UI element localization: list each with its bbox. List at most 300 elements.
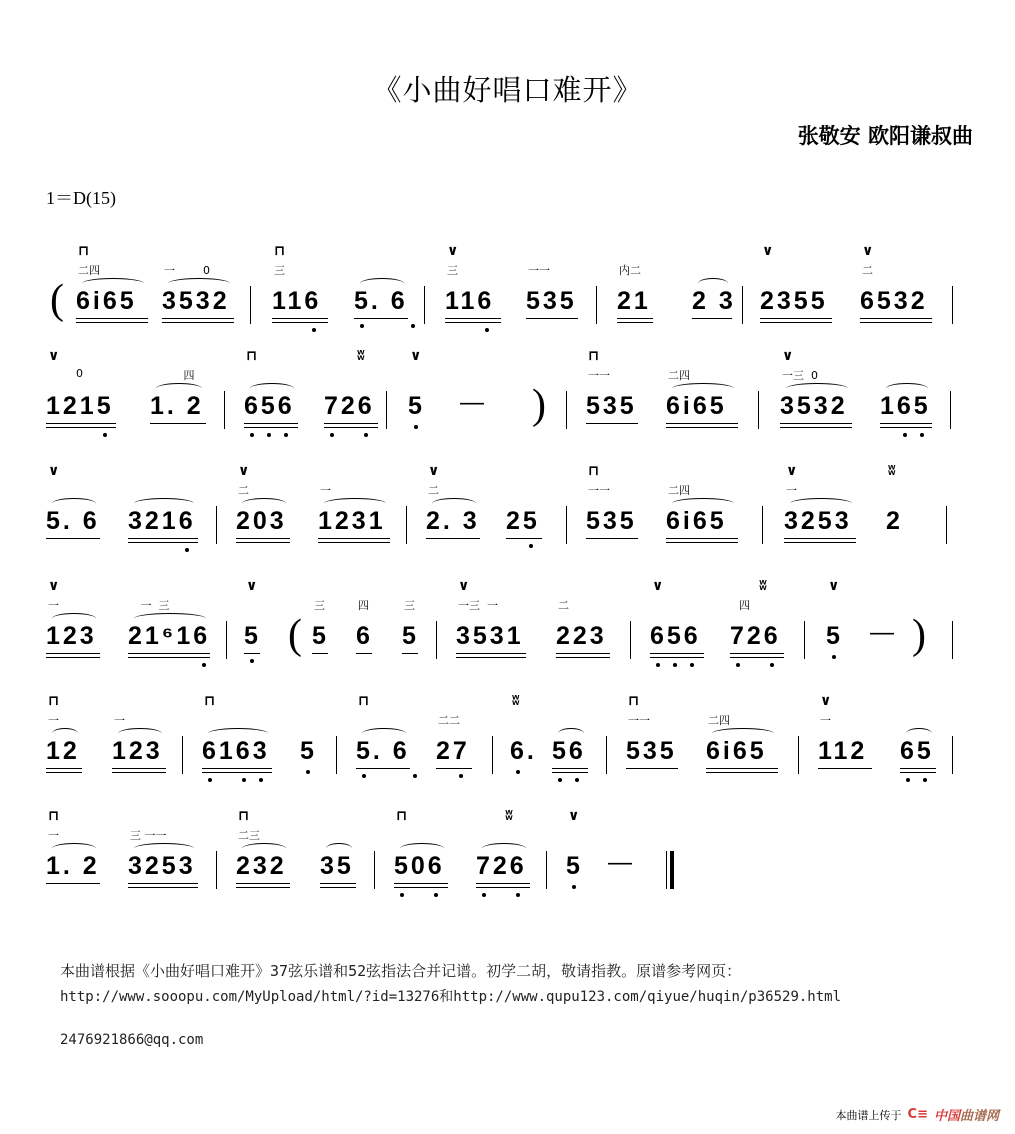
site-logo-icon: C≡ — [907, 1107, 928, 1122]
fingering-mark: 一 三 — [130, 599, 170, 612]
fingering-mark: 一 — [48, 714, 59, 727]
low-octave-dot — [920, 433, 924, 437]
up-bow-icon: ∨ — [48, 347, 60, 363]
upload-label: 本曲谱上传于 — [835, 1108, 902, 1122]
repeat-close-paren: ) — [532, 382, 546, 428]
footer-note-line1: 本曲谱根据《小曲好唱口难开》37弦乐谱和52弦指法合并记谱。初学二胡，敬请指教。原谱参考网页： — [60, 962, 742, 980]
note-group: 2 3 — [692, 287, 736, 315]
low-octave-dot — [185, 548, 189, 552]
barline — [336, 736, 337, 774]
low-octave-dot — [259, 778, 263, 782]
note-group: 116 — [272, 287, 322, 315]
rhythm-underline — [150, 423, 206, 424]
low-octave-dot — [673, 663, 677, 667]
rhythm-underline — [394, 883, 448, 884]
low-octave-dot — [103, 433, 107, 437]
up-bow-icon: ∨ — [48, 462, 60, 478]
low-octave-dot — [250, 433, 254, 437]
final-barline — [666, 851, 675, 889]
fingering-mark: 三 — [447, 264, 458, 277]
up-bow-icon: ∨ — [428, 462, 440, 478]
rhythm-underline — [617, 322, 653, 323]
low-octave-dot — [572, 885, 576, 889]
trill-icon: ʬ — [512, 692, 520, 708]
note-group: 223 — [556, 622, 607, 650]
up-bow-icon: ∨ — [568, 807, 580, 823]
rhythm-underline — [312, 653, 328, 654]
fingering-mark: 一 — [320, 484, 331, 497]
note-group: 35 — [320, 852, 354, 880]
low-octave-dot — [414, 425, 418, 429]
note-group: 112 — [818, 737, 868, 765]
note-group: 25 — [506, 507, 540, 535]
barline — [952, 621, 953, 659]
fingering-mark: 二 — [558, 599, 569, 612]
rhythm-underline — [666, 542, 738, 543]
note-group: 123 — [112, 737, 163, 765]
note-group: 5. 6 — [46, 507, 100, 535]
fingering-mark: 一 — [820, 714, 831, 727]
up-bow-icon: ∨ — [458, 577, 470, 593]
note-group: 5. 6 — [356, 737, 410, 765]
fingering-mark: 二四 — [668, 369, 690, 382]
repeat-open-paren: ( — [288, 612, 302, 658]
rhythm-underline — [354, 318, 408, 319]
barline — [546, 851, 547, 889]
rhythm-underline — [128, 887, 198, 888]
low-octave-dot — [485, 328, 489, 332]
fingering-mark: 一 — [48, 599, 59, 612]
note-group: 27 — [436, 737, 470, 765]
note-group: 1. 2 — [150, 392, 204, 420]
note-group: 506 — [394, 852, 445, 880]
fingering-mark: 二三 — [238, 829, 260, 842]
low-octave-dot — [434, 893, 438, 897]
low-octave-dot — [250, 659, 254, 663]
fingering-mark: 一 0 — [164, 264, 210, 277]
low-octave-dot — [362, 774, 366, 778]
down-bow-icon: ⊓ — [628, 692, 640, 708]
rhythm-underline — [552, 772, 588, 773]
rhythm-underline — [244, 423, 298, 424]
score-line — [40, 345, 970, 445]
rhythm-underline — [46, 427, 116, 428]
barline — [250, 286, 251, 324]
rhythm-underline — [128, 542, 198, 543]
barline — [606, 736, 607, 774]
rhythm-underline — [244, 427, 298, 428]
score-line — [40, 460, 970, 560]
note-group: 726 — [476, 852, 527, 880]
rhythm-underline — [760, 322, 832, 323]
barline — [424, 286, 425, 324]
low-octave-dot — [330, 433, 334, 437]
barline — [950, 391, 951, 429]
up-bow-icon: ∨ — [820, 692, 832, 708]
rhythm-underline — [318, 542, 390, 543]
barline — [952, 736, 953, 774]
rhythm-underline — [244, 653, 260, 654]
note-group: 5. 6 — [354, 287, 408, 315]
rhythm-underline — [128, 657, 210, 658]
low-octave-dot — [459, 774, 463, 778]
low-octave-dot — [770, 663, 774, 667]
fingering-mark: 三 — [404, 599, 415, 612]
low-octave-dot — [360, 324, 364, 328]
fingering-mark: 一 — [786, 484, 797, 497]
rhythm-underline — [860, 318, 932, 319]
up-bow-icon: ∨ — [828, 577, 840, 593]
note-group: 726 — [324, 392, 375, 420]
rhythm-underline — [46, 883, 100, 884]
rhythm-underline — [112, 768, 166, 769]
rhythm-underline — [162, 322, 234, 323]
barline — [566, 506, 567, 544]
score-line — [40, 240, 970, 340]
up-bow-icon: ∨ — [246, 577, 258, 593]
note-group: 12 — [46, 737, 80, 765]
barline — [406, 506, 407, 544]
down-bow-icon: ⊓ — [274, 242, 286, 258]
barline — [386, 391, 387, 429]
down-bow-icon: ⊓ — [48, 807, 60, 823]
rhythm-underline — [76, 322, 148, 323]
rhythm-underline — [552, 768, 588, 769]
rhythm-underline — [650, 653, 704, 654]
low-octave-dot — [656, 663, 660, 667]
fingering-mark: 内二 — [619, 264, 641, 277]
rhythm-underline — [780, 423, 852, 424]
rhythm-underline — [784, 542, 856, 543]
fingering-mark: 一 — [114, 714, 125, 727]
rhythm-underline — [46, 657, 100, 658]
fingering-mark: 二二 — [438, 714, 460, 727]
up-bow-icon: ∨ — [762, 242, 774, 258]
rhythm-underline — [394, 887, 448, 888]
note-group: 65 — [900, 737, 934, 765]
rhythm-underline — [202, 768, 272, 769]
score-line — [40, 690, 970, 790]
rhythm-underline — [445, 322, 501, 323]
fingering-mark: 一三 0 — [782, 369, 818, 382]
footer-email[interactable]: 2476921866@qq.com — [60, 1032, 204, 1048]
rhythm-underline — [318, 538, 390, 539]
note-group: 6i65 — [76, 287, 137, 315]
rhythm-underline — [128, 653, 210, 654]
sustain-dash: — — [460, 389, 484, 416]
upload-credit[interactable] — [836, 1105, 999, 1124]
note-group: 3253 — [128, 852, 196, 880]
rhythm-underline — [46, 772, 82, 773]
rhythm-underline — [272, 322, 328, 323]
barline — [596, 286, 597, 324]
note-group: 2355 — [760, 287, 828, 315]
up-bow-icon: ∨ — [786, 462, 798, 478]
site-name-part1: 中国 — [933, 1109, 960, 1124]
barline — [436, 621, 437, 659]
up-bow-icon: ∨ — [782, 347, 794, 363]
note-group: 123 — [46, 622, 97, 650]
fingering-mark: 一 — [48, 829, 59, 842]
fingering-mark: 二 — [428, 484, 439, 497]
rhythm-underline — [46, 538, 100, 539]
up-bow-icon: ∨ — [238, 462, 250, 478]
low-octave-dot — [906, 778, 910, 782]
rhythm-underline — [236, 887, 290, 888]
note-group: 6 — [356, 622, 373, 650]
page-title: 《小曲好唱口难开》 — [372, 73, 643, 107]
note-group: 2. 3 — [426, 507, 480, 535]
rhythm-underline — [760, 318, 832, 319]
down-bow-icon: ⊓ — [396, 807, 408, 823]
low-octave-dot — [690, 663, 694, 667]
fingering-mark: 一三 一 — [458, 599, 498, 612]
rhythm-underline — [236, 883, 290, 884]
barline — [224, 391, 225, 429]
note-group: 5 — [408, 392, 425, 420]
rhythm-underline — [617, 318, 653, 319]
fingering-mark: 二四 — [668, 484, 690, 497]
rhythm-underline — [320, 887, 356, 888]
low-octave-dot — [832, 655, 836, 659]
note-group: 3216 — [128, 507, 196, 535]
rhythm-underline — [706, 772, 778, 773]
note-group: 1. 2 — [46, 852, 100, 880]
note-group: 1215 — [46, 392, 114, 420]
note-group: 3531 — [456, 622, 524, 650]
fingering-mark: 四 — [152, 369, 195, 382]
rhythm-underline — [506, 538, 542, 539]
rhythm-underline — [780, 427, 852, 428]
trill-icon: ʬ — [478, 807, 513, 823]
note-group: 5 — [566, 852, 583, 880]
down-bow-icon: ⊓ — [78, 242, 90, 258]
down-bow-icon: ⊓ — [358, 692, 370, 708]
down-bow-icon: ⊓ — [588, 347, 600, 363]
rhythm-underline — [356, 653, 372, 654]
note-group: 232 — [236, 852, 287, 880]
rhythm-underline — [128, 883, 198, 884]
low-octave-dot — [516, 770, 520, 774]
rhythm-underline — [666, 427, 738, 428]
down-bow-icon: ⊓ — [48, 692, 60, 708]
note-group: 535 — [586, 392, 637, 420]
down-bow-icon: ⊓ — [204, 692, 216, 708]
rhythm-underline — [650, 657, 704, 658]
composer-credit: 张敬安 欧阳谦叔曲 — [797, 124, 973, 148]
fingering-mark: 三 一一 — [130, 829, 167, 842]
rhythm-underline — [456, 653, 526, 654]
rhythm-underline — [324, 427, 378, 428]
repeat-open-paren: ( — [50, 277, 64, 323]
low-octave-dot — [242, 778, 246, 782]
rhythm-underline — [860, 322, 932, 323]
fingering-mark: 0 — [48, 367, 83, 380]
low-octave-dot — [736, 663, 740, 667]
up-bow-icon: ∨ — [652, 577, 664, 593]
fingering-mark: 四 — [358, 599, 369, 612]
fingering-mark: 二 — [238, 484, 249, 497]
trill-icon: ʬ — [732, 577, 767, 593]
fingering-mark: 三 — [274, 264, 285, 277]
barline — [492, 736, 493, 774]
barline — [182, 736, 183, 774]
low-octave-dot — [267, 433, 271, 437]
rhythm-underline — [456, 657, 526, 658]
rhythm-underline — [236, 542, 290, 543]
note-group: 656 — [244, 392, 295, 420]
note-group: 5 — [402, 622, 419, 650]
barline — [630, 621, 631, 659]
fingering-mark: 二四 — [708, 714, 730, 727]
note-group: 656 — [650, 622, 701, 650]
barline — [374, 851, 375, 889]
low-octave-dot — [312, 328, 316, 332]
rhythm-underline — [880, 427, 932, 428]
rhythm-underline — [818, 768, 872, 769]
barline — [742, 286, 743, 324]
fingering-mark: 三 — [314, 599, 325, 612]
repeat-close-paren: ) — [912, 612, 926, 658]
low-octave-dot — [202, 663, 206, 667]
note-group: 6i65 — [706, 737, 767, 765]
note-group: 3253 — [784, 507, 852, 535]
rhythm-underline — [900, 772, 936, 773]
sustain-dash: — — [608, 849, 632, 876]
rhythm-underline — [46, 423, 116, 424]
score-line — [40, 805, 970, 905]
note-group: 1231 — [318, 507, 386, 535]
low-octave-dot — [575, 778, 579, 782]
up-bow-icon: ∨ — [410, 347, 422, 363]
rhythm-underline — [402, 653, 418, 654]
fingering-mark: 一一 — [528, 264, 550, 277]
rhythm-underline — [236, 538, 290, 539]
low-octave-dot — [903, 433, 907, 437]
low-octave-dot — [923, 778, 927, 782]
rhythm-underline — [666, 423, 738, 424]
note-group: 5 — [826, 622, 843, 650]
rhythm-underline — [476, 887, 530, 888]
note-group: 2 — [886, 507, 903, 535]
rhythm-underline — [162, 318, 234, 319]
rhythm-underline — [320, 883, 356, 884]
up-bow-icon: ∨ — [447, 242, 459, 258]
rhythm-underline — [626, 768, 678, 769]
low-octave-dot — [400, 893, 404, 897]
low-octave-dot — [516, 893, 520, 897]
footer-source-links[interactable]: http://www.sooopu.com/MyUpload/html/?id=13276和http://www.qupu123.com/qiyue/huqin/p36529.html — [60, 989, 842, 1005]
rhythm-underline — [880, 423, 932, 424]
score-line — [40, 575, 970, 675]
rhythm-underline — [556, 653, 610, 654]
barline — [566, 391, 567, 429]
note-group: 535 — [526, 287, 577, 315]
low-octave-dot — [411, 324, 415, 328]
rhythm-underline — [324, 423, 378, 424]
note-group: 21⁶16 — [128, 622, 211, 650]
fingering-mark: 一一 — [628, 714, 650, 727]
rhythm-underline — [272, 318, 328, 319]
note-group: 3532 — [780, 392, 848, 420]
note-group: 535 — [586, 507, 637, 535]
rhythm-underline — [556, 657, 610, 658]
note-group: 165 — [880, 392, 931, 420]
rhythm-underline — [76, 318, 148, 319]
low-octave-dot — [364, 433, 368, 437]
barline — [804, 621, 805, 659]
barline — [798, 736, 799, 774]
rhythm-underline — [445, 318, 501, 319]
note-group: 6i65 — [666, 392, 727, 420]
trill-icon: ʬ — [326, 347, 365, 363]
sustain-dash: — — [870, 619, 894, 646]
barline — [946, 506, 947, 544]
note-group: 5 — [300, 737, 317, 765]
down-bow-icon: ⊓ — [246, 347, 258, 363]
site-name-part2: 曲谱网 — [959, 1109, 999, 1124]
barline — [216, 506, 217, 544]
rhythm-underline — [356, 768, 410, 769]
low-octave-dot — [284, 433, 288, 437]
barline — [762, 506, 763, 544]
trill-icon: ʬ — [888, 462, 896, 478]
note-group: 5 — [244, 622, 261, 650]
note-group: 6163 — [202, 737, 270, 765]
barline — [952, 286, 953, 324]
note-group: 116 — [445, 287, 495, 315]
fingering-mark: 二 — [862, 264, 873, 277]
rhythm-underline — [436, 768, 472, 769]
fingering-mark: 一一 — [588, 484, 610, 497]
fingering-mark: 二四 — [78, 264, 100, 277]
low-octave-dot — [208, 778, 212, 782]
rhythm-underline — [202, 772, 272, 773]
note-group: 6532 — [860, 287, 928, 315]
rhythm-underline — [666, 538, 738, 539]
rhythm-underline — [46, 768, 82, 769]
rhythm-underline — [730, 657, 784, 658]
up-bow-icon: ∨ — [862, 242, 874, 258]
low-octave-dot — [482, 893, 486, 897]
note-group: 5 — [312, 622, 329, 650]
note-group: 56 — [552, 737, 586, 765]
down-bow-icon: ⊓ — [238, 807, 250, 823]
note-group: 535 — [626, 737, 677, 765]
rhythm-underline — [128, 538, 198, 539]
rhythm-underline — [426, 538, 480, 539]
down-bow-icon: ⊓ — [588, 462, 600, 478]
note-group: 3532 — [162, 287, 230, 315]
barline — [216, 851, 217, 889]
note-group: 203 — [236, 507, 287, 535]
low-octave-dot — [306, 770, 310, 774]
rhythm-underline — [112, 772, 166, 773]
rhythm-underline — [900, 768, 936, 769]
key-signature: 1＝D(15) — [46, 188, 116, 208]
rhythm-underline — [730, 653, 784, 654]
low-octave-dot — [558, 778, 562, 782]
low-octave-dot — [413, 774, 417, 778]
note-group: 6i65 — [666, 507, 727, 535]
note-group: 726 — [730, 622, 781, 650]
rhythm-underline — [46, 653, 100, 654]
note-group: 21 — [617, 287, 651, 315]
fingering-mark: 一一 — [588, 369, 610, 382]
low-octave-dot — [529, 544, 533, 548]
barline — [758, 391, 759, 429]
rhythm-underline — [586, 423, 638, 424]
